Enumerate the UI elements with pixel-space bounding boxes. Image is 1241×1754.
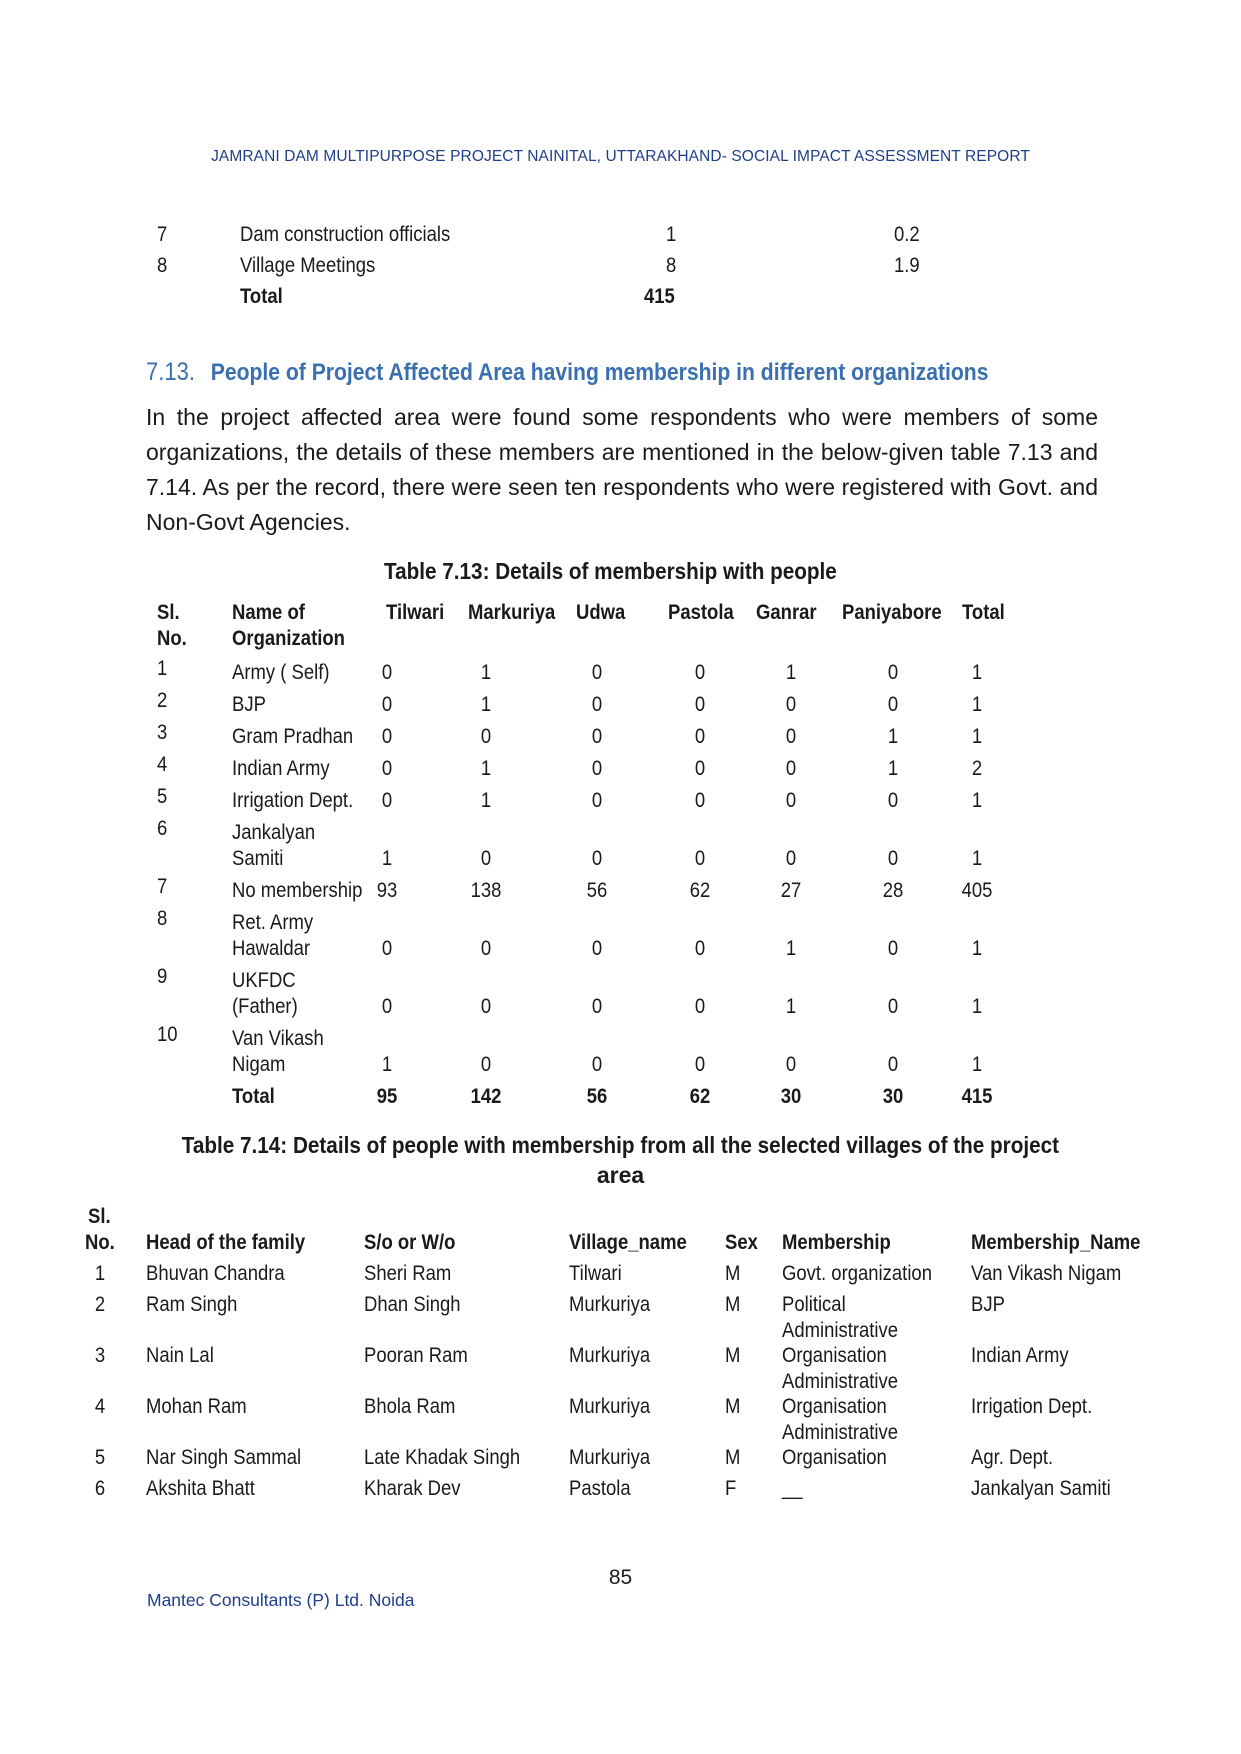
cell-value: 0 bbox=[694, 1053, 706, 1076]
row-number: 4 bbox=[94, 1395, 106, 1418]
cell-value: 0 bbox=[381, 789, 393, 812]
cell-value: 0 bbox=[887, 937, 899, 960]
cell-value: 0 bbox=[591, 937, 603, 960]
header-village: Markuriya bbox=[468, 601, 556, 624]
row-number: 5 bbox=[94, 1446, 106, 1469]
header-village: Ganrar bbox=[756, 601, 817, 624]
cell-value: 0 bbox=[591, 757, 603, 780]
village-name: Murkuriya bbox=[569, 1446, 651, 1469]
membership: Administrative bbox=[782, 1421, 899, 1444]
cell-value: 1 bbox=[480, 757, 492, 780]
total-value: 415 bbox=[961, 1085, 993, 1108]
cell-value: 0 bbox=[785, 1053, 797, 1076]
cell-value: 0 bbox=[381, 995, 393, 1018]
head-of-family: Mohan Ram bbox=[146, 1395, 247, 1418]
head-of-family: Nain Lal bbox=[146, 1344, 214, 1367]
organization-name: Indian Army bbox=[232, 757, 330, 780]
membership: Administrative bbox=[782, 1319, 899, 1342]
sex: M bbox=[725, 1344, 741, 1367]
total-value: 56 bbox=[586, 1085, 608, 1108]
row-number: 5 bbox=[157, 785, 168, 808]
table-714-caption-line2: area bbox=[596, 1162, 645, 1188]
sex: M bbox=[725, 1395, 741, 1418]
row-label: Village Meetings bbox=[240, 254, 376, 277]
total-value: 62 bbox=[689, 1085, 711, 1108]
cell-value: 0 bbox=[381, 937, 393, 960]
header-so: S/o or W/o bbox=[364, 1231, 456, 1254]
cell-value: 0 bbox=[887, 789, 899, 812]
footer: Mantec Consultants (P) Ltd. Noida bbox=[147, 1590, 415, 1610]
cell-value: 1 bbox=[971, 1053, 983, 1076]
table-714-caption-line1: Table 7.14: Details of people with membership from all the selected villages of the project bbox=[181, 1132, 1060, 1158]
cell-value: 0 bbox=[887, 1053, 899, 1076]
cell-value: 1 bbox=[785, 937, 797, 960]
page-number: 85 bbox=[608, 1566, 633, 1589]
village-name: Murkuriya bbox=[569, 1344, 651, 1367]
header-village: Village_name bbox=[569, 1231, 687, 1254]
cell-value: 28 bbox=[882, 879, 904, 902]
cell-value: 1 bbox=[971, 693, 983, 716]
header-no: No. bbox=[85, 1231, 115, 1254]
cell-value: 0 bbox=[694, 995, 706, 1018]
row-label: Dam construction officials bbox=[240, 223, 451, 246]
cell-value: 0 bbox=[591, 1053, 603, 1076]
cell-value: 0 bbox=[591, 725, 603, 748]
organization-name: BJP bbox=[232, 693, 266, 716]
membership: Organisation bbox=[782, 1344, 887, 1367]
village-name: Murkuriya bbox=[569, 1395, 651, 1418]
organization-name: Gram Pradhan bbox=[232, 725, 354, 748]
row-number: 3 bbox=[94, 1344, 106, 1367]
membership: Organisation bbox=[782, 1446, 887, 1469]
cell-value: 0 bbox=[591, 693, 603, 716]
cell-value: 1 bbox=[887, 725, 899, 748]
row-number: 8 bbox=[157, 254, 168, 277]
row-number: 9 bbox=[157, 965, 168, 988]
row-number: 7 bbox=[157, 875, 168, 898]
cell-value: 0 bbox=[591, 789, 603, 812]
organization-name: Samiti bbox=[232, 847, 284, 870]
cell-value: 1 bbox=[971, 995, 983, 1018]
cell-value: 56 bbox=[586, 879, 608, 902]
membership: Organisation bbox=[782, 1395, 887, 1418]
village-name: Tilwari bbox=[569, 1262, 622, 1285]
total-label: Total bbox=[232, 1085, 275, 1108]
cell-value: 0 bbox=[480, 995, 492, 1018]
organization-name: Irrigation Dept. bbox=[232, 789, 354, 812]
organization-name: UKFDC bbox=[232, 969, 296, 992]
cell-value: 93 bbox=[376, 879, 398, 902]
header-village: Paniyabore bbox=[842, 601, 942, 624]
cell-value: 1 bbox=[971, 847, 983, 870]
organization-name: Hawaldar bbox=[232, 937, 311, 960]
total-value: 30 bbox=[882, 1085, 904, 1108]
header-village: Pastola bbox=[668, 601, 734, 624]
cell-value: 1 bbox=[971, 937, 983, 960]
membership-name: Agr. Dept. bbox=[971, 1446, 1054, 1469]
section-number: 7.13. bbox=[146, 358, 195, 386]
membership-name: Van Vikash Nigam bbox=[971, 1262, 1122, 1285]
cell-value: 0 bbox=[694, 661, 706, 684]
village-name: Pastola bbox=[569, 1477, 631, 1500]
section-heading bbox=[146, 358, 988, 387]
cell-value: 1 bbox=[971, 725, 983, 748]
header-membership-name: Membership_Name bbox=[971, 1231, 1141, 1254]
cell-value: 2 bbox=[971, 757, 983, 780]
section-title: People of Project Affected Area having membership in different organizations bbox=[210, 359, 989, 386]
running-header: JAMRANI DAM MULTIPURPOSE PROJECT NAINITAL, UTTARAKHAND- SOCIAL IMPACT ASSESSMENT REPORT bbox=[211, 148, 1030, 165]
so-wo: Sheri Ram bbox=[364, 1262, 452, 1285]
membership: __ bbox=[782, 1477, 803, 1500]
membership-name: BJP bbox=[971, 1293, 1005, 1316]
cell-value: 0 bbox=[591, 661, 603, 684]
cell-value: 1 bbox=[785, 661, 797, 684]
sex: M bbox=[725, 1293, 741, 1316]
header-head: Head of the family bbox=[146, 1231, 306, 1254]
table-713-caption: Table 7.13: Details of membership with people bbox=[384, 558, 837, 584]
sex: M bbox=[725, 1262, 741, 1285]
cell-value: 0 bbox=[591, 995, 603, 1018]
header-organization: Organization bbox=[232, 627, 345, 650]
cell-value: 1 bbox=[971, 661, 983, 684]
cell-value: 0 bbox=[381, 661, 393, 684]
cell-value: 0 bbox=[480, 847, 492, 870]
cell-value: 1 bbox=[381, 1053, 393, 1076]
total-label: Total bbox=[240, 285, 283, 308]
cell-value: 1 bbox=[480, 661, 492, 684]
so-wo: Late Khadak Singh bbox=[364, 1446, 521, 1469]
header-no: No. bbox=[157, 627, 187, 650]
cell-value: 0 bbox=[694, 725, 706, 748]
cell-value: 0 bbox=[694, 847, 706, 870]
cell-value: 138 bbox=[470, 879, 502, 902]
row-percent: 0.2 bbox=[894, 223, 920, 246]
cell-value: 27 bbox=[780, 879, 802, 902]
organization-name: Army ( Self) bbox=[232, 661, 330, 684]
cell-value: 0 bbox=[694, 789, 706, 812]
cell-value: 0 bbox=[785, 757, 797, 780]
head-of-family: Bhuvan Chandra bbox=[146, 1262, 285, 1285]
header-sl: Sl. bbox=[88, 1205, 111, 1228]
cell-value: 0 bbox=[480, 1053, 492, 1076]
cell-value: 62 bbox=[689, 879, 711, 902]
membership: Govt. organization bbox=[782, 1262, 932, 1285]
organization-name: (Father) bbox=[232, 995, 298, 1018]
cell-value: 0 bbox=[785, 789, 797, 812]
cell-value: 0 bbox=[887, 693, 899, 716]
organization-name: Nigam bbox=[232, 1053, 286, 1076]
total-value: 142 bbox=[470, 1085, 502, 1108]
membership: Administrative bbox=[782, 1370, 899, 1393]
row-number: 7 bbox=[157, 223, 168, 246]
organization-name: Van Vikash bbox=[232, 1027, 324, 1050]
organization-name: No membership bbox=[232, 879, 363, 902]
cell-value: 0 bbox=[591, 847, 603, 870]
section-paragraph: In the project affected area were found some respondents who were members of some organizations, the details of these members are mentioned in the below-given table 7.13 and 7.14. As per the record, there were seen ten respondents who were registered with Govt. and Non-Govt Agencies. bbox=[146, 404, 1098, 535]
header-village: Total bbox=[962, 601, 1005, 624]
membership-name: Irrigation Dept. bbox=[971, 1395, 1093, 1418]
cell-value: 0 bbox=[694, 757, 706, 780]
so-wo: Dhan Singh bbox=[364, 1293, 461, 1316]
row-number: 1 bbox=[94, 1262, 106, 1285]
row-number: 6 bbox=[157, 817, 168, 840]
cell-value: 0 bbox=[480, 725, 492, 748]
cell-value: 0 bbox=[480, 937, 492, 960]
membership-name: Indian Army bbox=[971, 1344, 1069, 1367]
header-membership: Membership bbox=[782, 1231, 891, 1254]
row-number: 3 bbox=[157, 721, 168, 744]
cell-value: 0 bbox=[381, 757, 393, 780]
header-village: Tilwari bbox=[386, 601, 445, 624]
cell-value: 0 bbox=[381, 693, 393, 716]
cell-value: 0 bbox=[694, 693, 706, 716]
header-name-of: Name of bbox=[232, 601, 305, 624]
row-number: 8 bbox=[157, 907, 168, 930]
cell-value: 1 bbox=[971, 789, 983, 812]
cell-value: 0 bbox=[887, 661, 899, 684]
header-sl: Sl. bbox=[157, 601, 180, 624]
header-sex: Sex bbox=[725, 1231, 758, 1254]
cell-value: 1 bbox=[381, 847, 393, 870]
cell-value: 0 bbox=[887, 847, 899, 870]
sex: M bbox=[725, 1446, 741, 1469]
village-name: Murkuriya bbox=[569, 1293, 651, 1316]
membership: Political bbox=[782, 1293, 846, 1316]
so-wo: Pooran Ram bbox=[364, 1344, 468, 1367]
row-count: 8 bbox=[666, 254, 677, 277]
organization-name: Ret. Army bbox=[232, 911, 314, 934]
row-number: 6 bbox=[94, 1477, 106, 1500]
row-count: 1 bbox=[666, 223, 677, 246]
cell-value: 0 bbox=[381, 725, 393, 748]
row-number: 10 bbox=[157, 1023, 178, 1046]
total-value: 30 bbox=[780, 1085, 802, 1108]
sex: F bbox=[725, 1477, 737, 1500]
organization-name: Jankalyan bbox=[232, 821, 316, 844]
row-percent: 1.9 bbox=[894, 254, 920, 277]
row-number: 2 bbox=[157, 689, 168, 712]
so-wo: Bhola Ram bbox=[364, 1395, 456, 1418]
cell-value: 0 bbox=[785, 725, 797, 748]
cell-value: 1 bbox=[480, 693, 492, 716]
so-wo: Kharak Dev bbox=[364, 1477, 461, 1500]
row-number: 4 bbox=[157, 753, 168, 776]
cell-value: 1 bbox=[785, 995, 797, 1018]
row-number: 2 bbox=[94, 1293, 106, 1316]
membership-name: Jankalyan Samiti bbox=[971, 1477, 1111, 1500]
cell-value: 1 bbox=[887, 757, 899, 780]
table-714-caption bbox=[0, 1132, 1241, 1159]
cell-value: 0 bbox=[785, 693, 797, 716]
cell-value: 0 bbox=[694, 937, 706, 960]
head-of-family: Akshita Bhatt bbox=[146, 1477, 255, 1500]
cell-value: 0 bbox=[887, 995, 899, 1018]
cell-value: 1 bbox=[480, 789, 492, 812]
head-of-family: Nar Singh Sammal bbox=[146, 1446, 302, 1469]
header-village: Udwa bbox=[576, 601, 626, 624]
total-value: 415 bbox=[644, 285, 675, 308]
head-of-family: Ram Singh bbox=[146, 1293, 238, 1316]
row-number: 1 bbox=[157, 657, 168, 680]
cell-value: 0 bbox=[785, 847, 797, 870]
cell-value: 405 bbox=[961, 879, 993, 902]
total-value: 95 bbox=[376, 1085, 398, 1108]
